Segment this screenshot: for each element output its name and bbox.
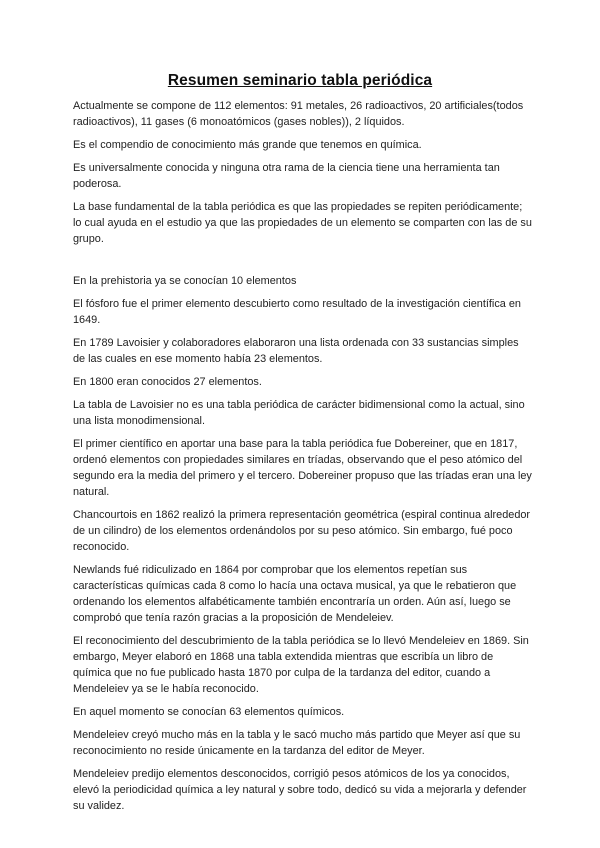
paragraph-mendeleiev-predictions: Mendeleiev predijo elementos desconocidos, corrigió pesos atómicos de los ya conocidos, elevó la periodicidad química a ley natural y sobre todo, dedicó su vida a mejorarla y defender su validez.: [73, 768, 527, 812]
paragraph-lavoisier: En 1789 Lavoisier y colaboradores elaboraron una lista ordenada con 33 sustancias simples de las cuales en ese momento había 23 elementos.: [73, 337, 519, 365]
paragraph-1800: En 1800 eran conocidos 27 elementos.: [73, 376, 262, 388]
paragraph-lavoisier-table: La tabla de Lavoisier no es una tabla periódica de carácter bidimensional como la actual, sino una lista monodimensional.: [73, 399, 525, 427]
page-title: Resumen seminario tabla periódica: [167, 72, 433, 89]
paragraph-dobereiner: El primer científico en aportar una base para la tabla periódica fue Dobereiner, que en 1817, ordenó elementos con propiedades similares en tríadas, observando que el peso atómico del segundo era la media del primero y el tercero. Dobereiner propuso que las tríadas eran una ley natural.: [73, 438, 532, 498]
paragraph-periodicity: La base fundamental de la tabla periódica es que las propiedades se repiten periódicamente; lo cual ayuda en el estudio ya que las propiedades de un elemento se comparten con las de su grupo.: [73, 201, 532, 245]
paragraph-prehistory: En la prehistoria ya se conocían 10 elementos: [73, 275, 297, 287]
paragraph-mendeleiev-recognition: El reconocimiento del descubrimiento de la tabla periódica se lo llevó Mendeleiev en 1869. Sin embargo, Meyer elaboró en 1868 una tabla extendida mientras que escribía un libro de química que no fue publicado hasta 1870 por culpa de la tardanza del editor, cuando a Mendeleiev ya se le había reconocido.: [73, 635, 529, 695]
paragraph-phosphorus: El fósforo fue el primer elemento descubierto como resultado de la investigación científica en 1649.: [73, 298, 521, 326]
document-body: [73, 98, 533, 821]
paragraph-mendeleiev-belief: Mendeleiev creyó mucho más en la tabla y le sacó mucho más partido que Meyer así que su reconocimiento no reside únicamente en la tardanza del editor de Meyer.: [73, 729, 521, 757]
paragraph-composition: Actualmente se compone de 112 elementos: 91 metales, 26 radioactivos, 20 artificiales(todos radioactivos), 11 gases (6 monoatómicos (gases nobles)), 2 líquidos.: [73, 100, 524, 128]
paragraph-chancourtois: Chancourtois en 1862 realizó la primera representación geométrica (espiral continua alrededor de un cilindro) de los elementos ordenándolos por su peso atómico. Sin embargo, fué poco reconocido.: [73, 509, 531, 553]
paragraph-universal: Es universalmente conocida y ninguna otra rama de la ciencia tiene una herramienta tan poderosa.: [73, 162, 500, 190]
paragraph-63-elements: En aquel momento se conocían 63 elementos químicos.: [73, 706, 345, 718]
paragraph-compendium: Es el compendio de conocimiento más grande que tenemos en química.: [73, 139, 422, 151]
paragraph-newlands: Newlands fué ridiculizado en 1864 por comprobar que los elementos repetían sus características químicas cada 8 como lo hacía una octava musical, ya que le rebatieron que ordenando los elementos alfabéticamente también encontraría un orden. Aún así, luego se comprobó que tenía razón gracias a la proposición de Mendeleiev.: [73, 564, 517, 624]
